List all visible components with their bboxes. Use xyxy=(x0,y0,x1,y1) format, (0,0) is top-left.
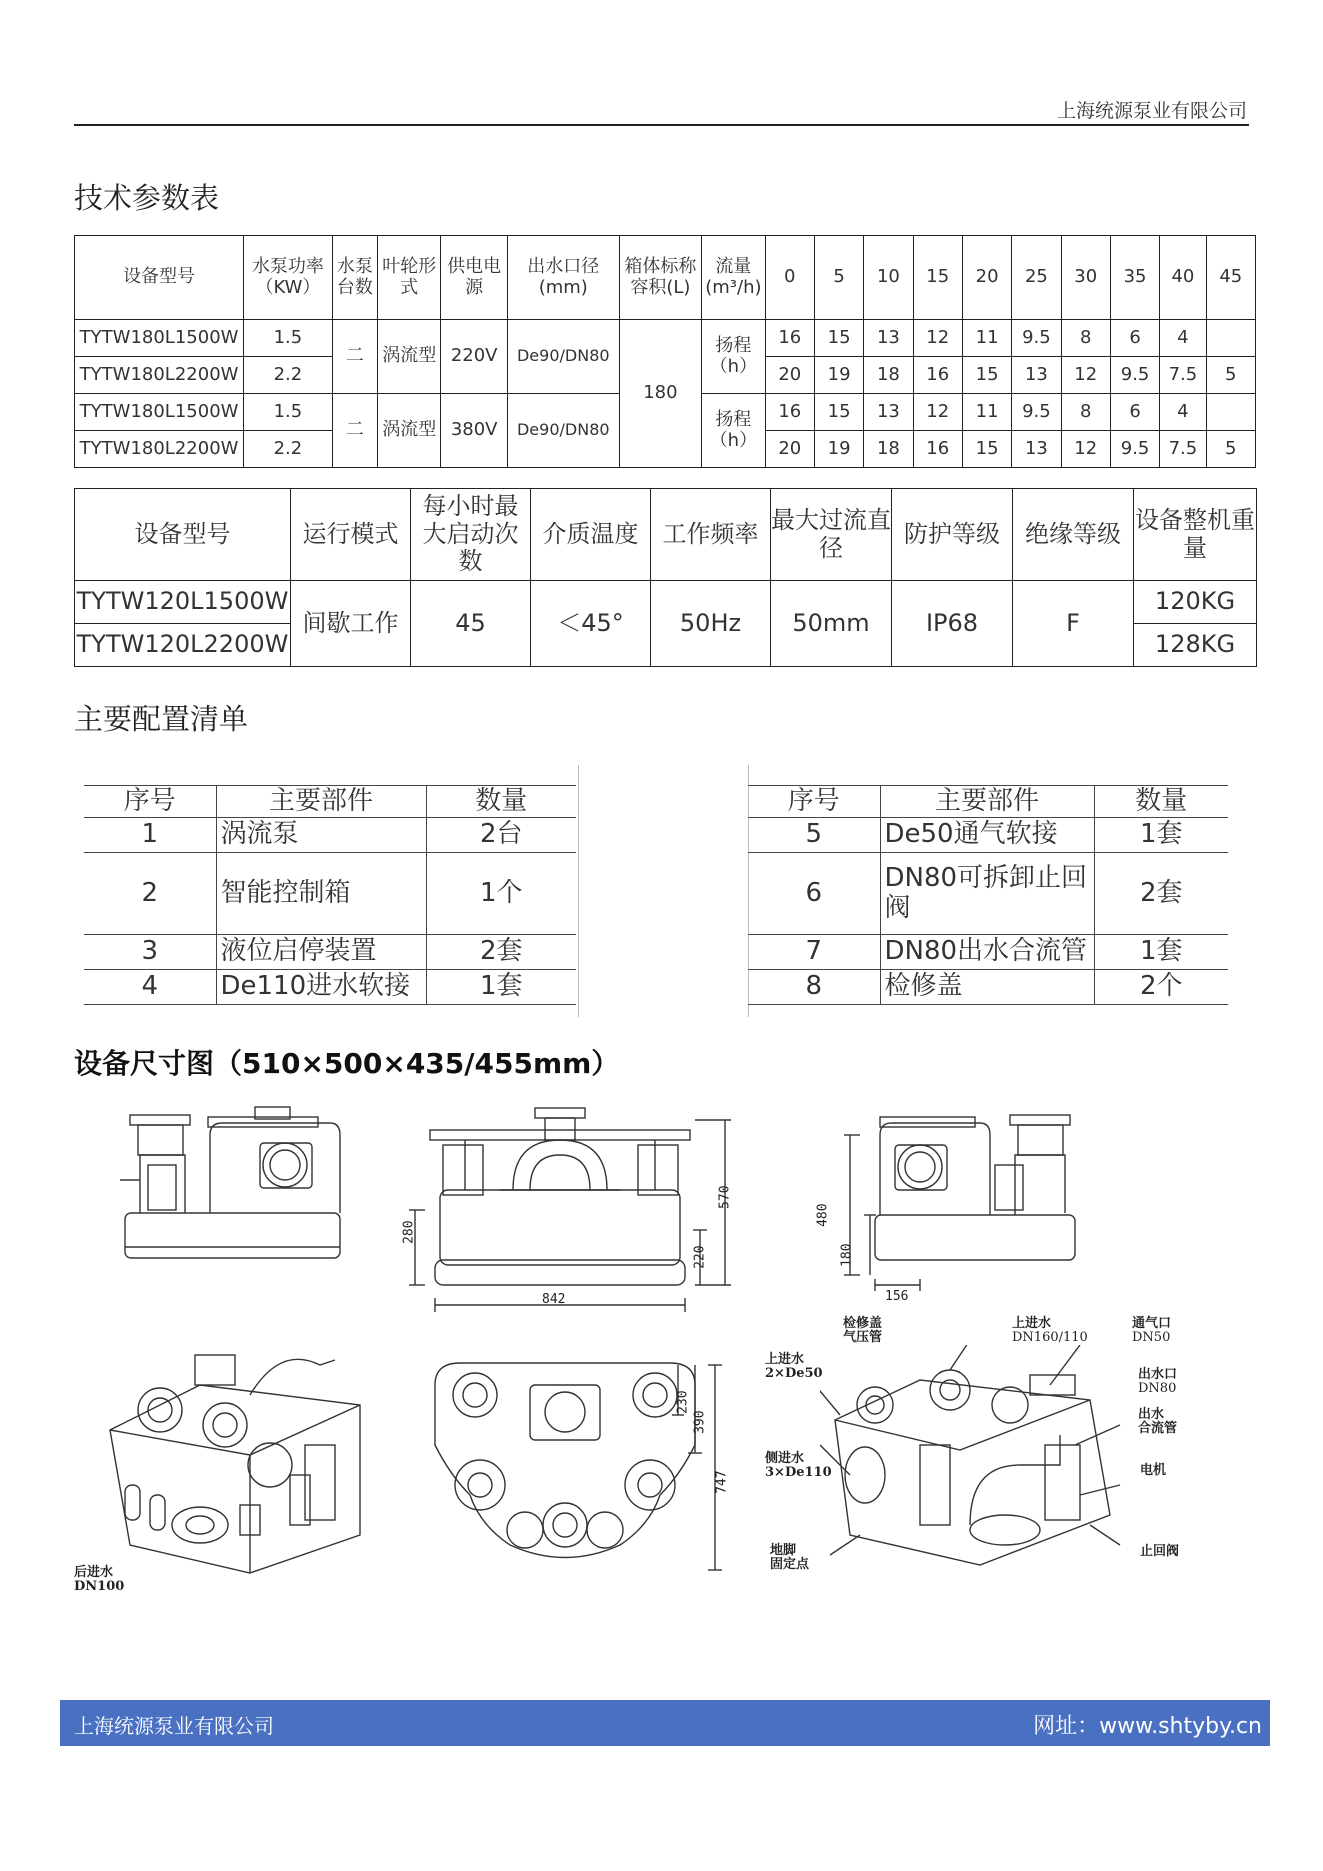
callout-inspection-l2: 气压管 xyxy=(843,1330,883,1346)
front-view-drawing xyxy=(395,1100,735,1320)
th-weight: 设备整机重量 xyxy=(1134,489,1257,581)
callout-anchor-l2: 固定点 xyxy=(770,1557,810,1573)
config-table-left xyxy=(84,785,576,1005)
cell-impeller: 涡流型 xyxy=(378,394,441,468)
cell-model: TYTW180L1500W xyxy=(75,394,244,431)
cell-head: 6 xyxy=(1110,394,1159,431)
callout-side-inlet-l2: 3×De110 xyxy=(765,1465,832,1481)
cfg-no: 1 xyxy=(84,818,216,853)
cell-head: 13 xyxy=(864,320,913,357)
cell-impeller: 涡流型 xyxy=(378,320,441,394)
th-freq: 工作频率 xyxy=(651,489,771,581)
th-part: 主要部件 xyxy=(880,786,1094,818)
cfg-part: 智能控制箱 xyxy=(216,853,426,935)
callout-side-inlet xyxy=(765,1452,832,1481)
cell-head: 18 xyxy=(864,431,913,468)
cell-head: 5 xyxy=(1206,431,1255,468)
cell-supply: 220V xyxy=(441,320,507,394)
th-flow-25: 25 xyxy=(1012,236,1061,320)
callout-top-inlet-l1: 上进水 xyxy=(1012,1316,1052,1331)
callout-top-inlet2-l2: 2×De50 xyxy=(765,1366,823,1382)
dimensions-title: 设备尺寸图（510×500×435/455mm） xyxy=(74,1047,620,1080)
isometric-annotated-drawing xyxy=(820,1345,1140,1575)
cell-outlet: De90/DN80 xyxy=(507,394,619,468)
callout-merge-pipe xyxy=(1138,1408,1177,1437)
th-flow-5: 5 xyxy=(814,236,863,320)
cfg-no: 6 xyxy=(748,853,880,935)
cell-ip: IP68 xyxy=(892,581,1013,667)
cell-head: 16 xyxy=(765,394,814,431)
tech-params-title: 技术参数表 xyxy=(74,181,220,215)
cell-head: 13 xyxy=(864,394,913,431)
th-model: 设备型号 xyxy=(75,489,291,581)
cell-head: 15 xyxy=(962,357,1011,394)
cfg-no: 8 xyxy=(748,970,880,1005)
config-title: 主要配置清单 xyxy=(74,702,249,736)
spec-header-row xyxy=(75,489,1257,581)
label-rear-inlet-l1: 后进水 xyxy=(74,1565,114,1580)
list-item xyxy=(84,935,576,970)
th-supply: 供电电源 xyxy=(441,236,507,320)
list-item xyxy=(84,970,576,1005)
cfg-qty: 2套 xyxy=(1094,853,1228,935)
cell-head: 18 xyxy=(864,357,913,394)
callout-anchor-l1: 地脚 xyxy=(770,1543,797,1558)
callout-top-inlet2 xyxy=(765,1353,823,1382)
th-no: 序号 xyxy=(748,786,880,818)
cfg-qty: 1套 xyxy=(426,970,576,1005)
cell-head: 7.5 xyxy=(1160,357,1206,394)
cell-head: 15 xyxy=(814,320,863,357)
th-mode: 运行模式 xyxy=(291,489,411,581)
callout-vent xyxy=(1132,1317,1171,1346)
cell-head: 9.5 xyxy=(1012,394,1061,431)
cell-head xyxy=(1206,320,1255,357)
cfg-no: 3 xyxy=(84,935,216,970)
callout-anchor xyxy=(770,1544,809,1573)
th-ip: 防护等级 xyxy=(892,489,1013,581)
cell-head: 12 xyxy=(1061,431,1110,468)
callout-inspection xyxy=(843,1317,882,1346)
cell-head: 4 xyxy=(1160,320,1206,357)
list-item xyxy=(748,970,1228,1005)
label-rear-inlet-l2: DN100 xyxy=(74,1579,125,1595)
callout-merge-l2: 合流管 xyxy=(1138,1421,1178,1437)
list-item xyxy=(748,853,1228,935)
th-passage: 最大过流直径 xyxy=(771,489,892,581)
config-header-row xyxy=(84,786,576,818)
tech-header-row xyxy=(75,236,1256,320)
cfg-part: De110进水软接 xyxy=(216,970,426,1005)
cell-count: 二 xyxy=(332,320,377,394)
dim-390: 390 xyxy=(692,1410,708,1434)
th-model: 设备型号 xyxy=(75,236,244,320)
dim-230: 230 xyxy=(675,1390,691,1414)
dim-480: 480 xyxy=(815,1203,831,1227)
cell-head: 12 xyxy=(1061,357,1110,394)
cell-power: 1.5 xyxy=(244,320,333,357)
th-temp: 介质温度 xyxy=(531,489,651,581)
cell-model: TYTW180L1500W xyxy=(75,320,244,357)
cell-model: TYTW180L2200W xyxy=(75,431,244,468)
cell-head: 9.5 xyxy=(1110,431,1159,468)
th-count: 水泵台数 xyxy=(332,236,377,320)
callout-check-valve: 止回阀 xyxy=(1140,1544,1180,1559)
footer-website[interactable]: 网址：www.shtyby.cn xyxy=(1033,1714,1262,1739)
label-rear-inlet xyxy=(74,1566,124,1595)
cell-head: 16 xyxy=(913,431,962,468)
th-part: 主要部件 xyxy=(216,786,426,818)
cfg-part: 涡流泵 xyxy=(216,818,426,853)
dim-180: 180 xyxy=(839,1243,855,1267)
header-rule xyxy=(74,124,1249,126)
cfg-no: 5 xyxy=(748,818,880,853)
dim-156: 156 xyxy=(885,1289,909,1304)
cfg-qty: 2台 xyxy=(426,818,576,853)
callout-top-inlet-l2: DN160/110 xyxy=(1012,1330,1088,1346)
cell-head xyxy=(1206,394,1255,431)
cfg-no: 4 xyxy=(84,970,216,1005)
callout-vent-l2: DN50 xyxy=(1132,1330,1171,1346)
cell-head: 19 xyxy=(814,431,863,468)
cell-head: 8 xyxy=(1061,320,1110,357)
footer-bar xyxy=(60,1700,1270,1746)
header-company: 上海统源泵业有限公司 xyxy=(1056,100,1247,122)
cell-head: 20 xyxy=(765,431,814,468)
cell-power: 2.2 xyxy=(244,431,333,468)
cell-head: 8 xyxy=(1061,394,1110,431)
cell-power: 1.5 xyxy=(244,394,333,431)
th-volume: 箱体标称容积(L) xyxy=(619,236,702,320)
cell-power: 2.2 xyxy=(244,357,333,394)
cell-head: 9.5 xyxy=(1110,357,1159,394)
isometric-left-drawing xyxy=(90,1345,390,1575)
th-starts: 每小时最大启动次数 xyxy=(411,489,531,581)
spec-table xyxy=(74,488,1257,667)
config-header-row xyxy=(748,786,1228,818)
cell-head: 15 xyxy=(814,394,863,431)
cfg-qty: 1套 xyxy=(1094,818,1228,853)
cell-model: TYTW120L2200W xyxy=(75,624,291,667)
th-flow-45: 45 xyxy=(1206,236,1255,320)
callout-outlet-l2: DN80 xyxy=(1138,1381,1177,1397)
cell-head: 12 xyxy=(913,320,962,357)
footer-company: 上海统源泵业有限公司 xyxy=(74,1714,274,1738)
list-item xyxy=(84,818,576,853)
th-flow-30: 30 xyxy=(1061,236,1110,320)
dim-280: 280 xyxy=(401,1220,417,1244)
cell-head-label: 扬程（h） xyxy=(702,320,765,394)
dim-747: 747 xyxy=(714,1470,730,1494)
cfg-no: 7 xyxy=(748,935,880,970)
cell-temp: ＜45° xyxy=(531,581,651,667)
th-qty: 数量 xyxy=(426,786,576,818)
th-flow-35: 35 xyxy=(1110,236,1159,320)
top-view-drawing xyxy=(420,1355,740,1575)
cell-freq: 50Hz xyxy=(651,581,771,667)
cfg-qty: 2个 xyxy=(1094,970,1228,1005)
callout-outlet xyxy=(1138,1368,1177,1397)
cell-weight: 120KG xyxy=(1134,581,1257,624)
cell-head: 11 xyxy=(962,394,1011,431)
th-qty: 数量 xyxy=(1094,786,1228,818)
cell-passage: 50mm xyxy=(771,581,892,667)
cell-head: 16 xyxy=(765,320,814,357)
cfg-qty: 2套 xyxy=(426,935,576,970)
cell-head: 12 xyxy=(913,394,962,431)
side-view-left-drawing xyxy=(110,1105,350,1290)
cfg-qty: 1个 xyxy=(426,853,576,935)
tech-params-table xyxy=(74,235,1256,468)
cell-head: 15 xyxy=(962,431,1011,468)
table-row xyxy=(75,320,1256,357)
cell-starts: 45 xyxy=(411,581,531,667)
th-insulation: 绝缘等级 xyxy=(1013,489,1134,581)
cell-count: 二 xyxy=(332,394,377,468)
th-flow: 流量(m³/h) xyxy=(702,236,765,320)
table-row xyxy=(75,581,1257,624)
dim-842: 842 xyxy=(542,1292,566,1307)
config-table-right xyxy=(748,785,1228,1005)
cell-model: TYTW180L2200W xyxy=(75,357,244,394)
cell-head: 7.5 xyxy=(1160,431,1206,468)
callout-side-inlet-l1: 侧进水 xyxy=(765,1451,805,1466)
th-impeller: 叶轮形式 xyxy=(378,236,441,320)
th-flow-40: 40 xyxy=(1160,236,1206,320)
cell-outlet: De90/DN80 xyxy=(507,320,619,394)
th-flow-15: 15 xyxy=(913,236,962,320)
callout-vent-l1: 通气口 xyxy=(1132,1316,1172,1331)
th-flow-20: 20 xyxy=(962,236,1011,320)
th-outlet: 出水口径(mm) xyxy=(507,236,619,320)
callout-inspection-l1: 检修盖 xyxy=(843,1316,883,1331)
list-item xyxy=(748,818,1228,853)
side-view-right-drawing xyxy=(820,1105,1090,1305)
cell-head: 4 xyxy=(1160,394,1206,431)
cell-head: 16 xyxy=(913,357,962,394)
cfg-no: 2 xyxy=(84,853,216,935)
callout-top-inlet xyxy=(1012,1317,1088,1346)
cell-weight: 128KG xyxy=(1134,624,1257,667)
cell-volume: 180 xyxy=(619,320,702,468)
cfg-part: DN80出水合流管 xyxy=(880,935,1094,970)
th-flow-0: 0 xyxy=(765,236,814,320)
dim-570: 570 xyxy=(717,1185,733,1209)
config-left-edge xyxy=(578,765,579,1017)
cell-head: 20 xyxy=(765,357,814,394)
list-item xyxy=(84,853,576,935)
callout-merge-l1: 出水 xyxy=(1138,1407,1165,1422)
callout-motor: 电机 xyxy=(1140,1463,1167,1478)
cell-head-label: 扬程（h） xyxy=(702,394,765,468)
th-power: 水泵功率（KW） xyxy=(244,236,333,320)
cell-supply: 380V xyxy=(441,394,507,468)
th-no: 序号 xyxy=(84,786,216,818)
cell-model: TYTW120L1500W xyxy=(75,581,291,624)
list-item xyxy=(748,935,1228,970)
callout-outlet-l1: 出水口 xyxy=(1138,1367,1178,1382)
cfg-part: DN80可拆卸止回阀 xyxy=(880,853,1094,935)
cell-insulation: F xyxy=(1013,581,1134,667)
th-flow-10: 10 xyxy=(864,236,913,320)
cell-head: 6 xyxy=(1110,320,1159,357)
cell-head: 13 xyxy=(1012,357,1061,394)
cfg-part: 检修盖 xyxy=(880,970,1094,1005)
cell-head: 9.5 xyxy=(1012,320,1061,357)
dim-220: 220 xyxy=(692,1245,708,1269)
callout-top-inlet2-l1: 上进水 xyxy=(765,1352,805,1367)
cell-head: 13 xyxy=(1012,431,1061,468)
cfg-part: De50通气软接 xyxy=(880,818,1094,853)
cell-mode: 间歇工作 xyxy=(291,581,411,667)
cell-head: 19 xyxy=(814,357,863,394)
cell-head: 11 xyxy=(962,320,1011,357)
cell-head: 5 xyxy=(1206,357,1255,394)
cfg-qty: 1套 xyxy=(1094,935,1228,970)
cfg-part: 液位启停装置 xyxy=(216,935,426,970)
